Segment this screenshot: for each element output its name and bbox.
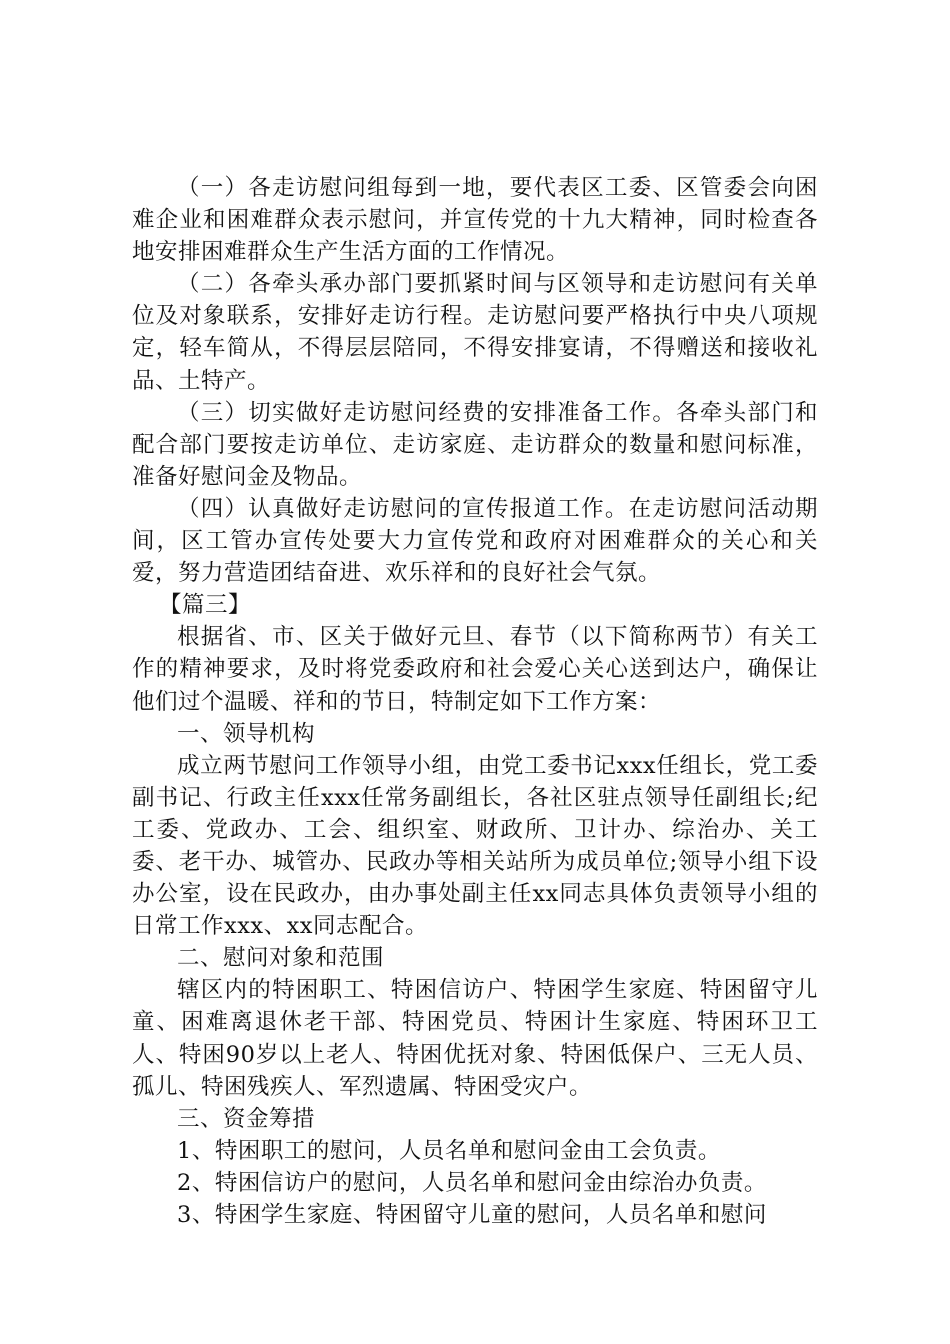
funding-item-2: 2、特困信访户的慰问，人员名单和慰问金由综治办负责。 xyxy=(177,1169,767,1196)
paragraph-section-3: （三）切实做好走访慰问经费的安排准备工作。各牵头部门和配合部门要按走访单位、走访家庭、走访群众的数量和慰问标准，准备好慰问金及物品。 xyxy=(132,399,818,490)
leadership-paragraph: 成立两节慰问工作领导小组，由党工委书记xxx任组长，党工委副书记、行政主任xxx任常务副组长，各社区驻点领导任副组长;纪工委、党政办、工会、组织室、财政所、卫计办、综治办、关工委、老干办、城管办、民政办等相关站所为成员单位;领导小组下设办公室，设在民政办，由办事处副主任xx同志具体负责领导小组的日常工作xxx、xx同志配合。 xyxy=(132,752,818,940)
heading-targets: 二、慰问对象和范围 xyxy=(177,945,385,972)
funding-item-3: 3、特困学生家庭、特困留守儿童的慰问，人员名单和慰问 xyxy=(177,1202,767,1228)
heading-funding: 三、资金筹措 xyxy=(177,1105,316,1132)
paragraph-section-1: （一）各走访慰问组每到一地，要代表区工委、区管委会向困难企业和困难群众表示慰问，并宣传党的十九大精神，同时检查各地安排困难群众生产生活方面的工作情况。 xyxy=(132,175,818,266)
chapter-title: 【篇三】 xyxy=(159,592,252,619)
paragraph-section-2: （二）各牵头承办部门要抓紧时间与区领导和走访慰问有关单位及对象联系，安排好走访行程。走访慰问要严格执行中央八项规定，轻车简从，不得层层陪同，不得安排宴请，不得赠送和接收礼品、土特产。 xyxy=(132,271,818,394)
document-body xyxy=(132,172,818,1231)
intro-paragraph: 根据省、市、区关于做好元旦、春节（以下简称两节）有关工作的精神要求，及时将党委政府和社会爱心关心送到达户，确保让他们过个温暖、祥和的节日，特制定如下工作方案： xyxy=(132,624,818,715)
paragraph-section-4: （四）认真做好走访慰问的宣传报道工作。在走访慰问活动期间，区工管办宣传处要大力宣传党和政府对困难群众的关心和关爱，努力营造团结奋进、欢乐祥和的良好社会气氛。 xyxy=(132,495,818,587)
targets-paragraph: 辖区内的特困职工、特困信访户、特困学生家庭、特困留守儿童、困难离退休老干部、特困党员、特困计生家庭、特困环卫工人、特困90岁以上老人、特困优抚对象、特困低保户、三无人员、孤儿、特困残疾人、军烈遗属、特困受灾户。 xyxy=(132,977,818,1100)
funding-item-1: 1、特困职工的慰问，人员名单和慰问金由工会负责。 xyxy=(177,1137,721,1164)
heading-leadership: 一、领导机构 xyxy=(177,720,316,747)
